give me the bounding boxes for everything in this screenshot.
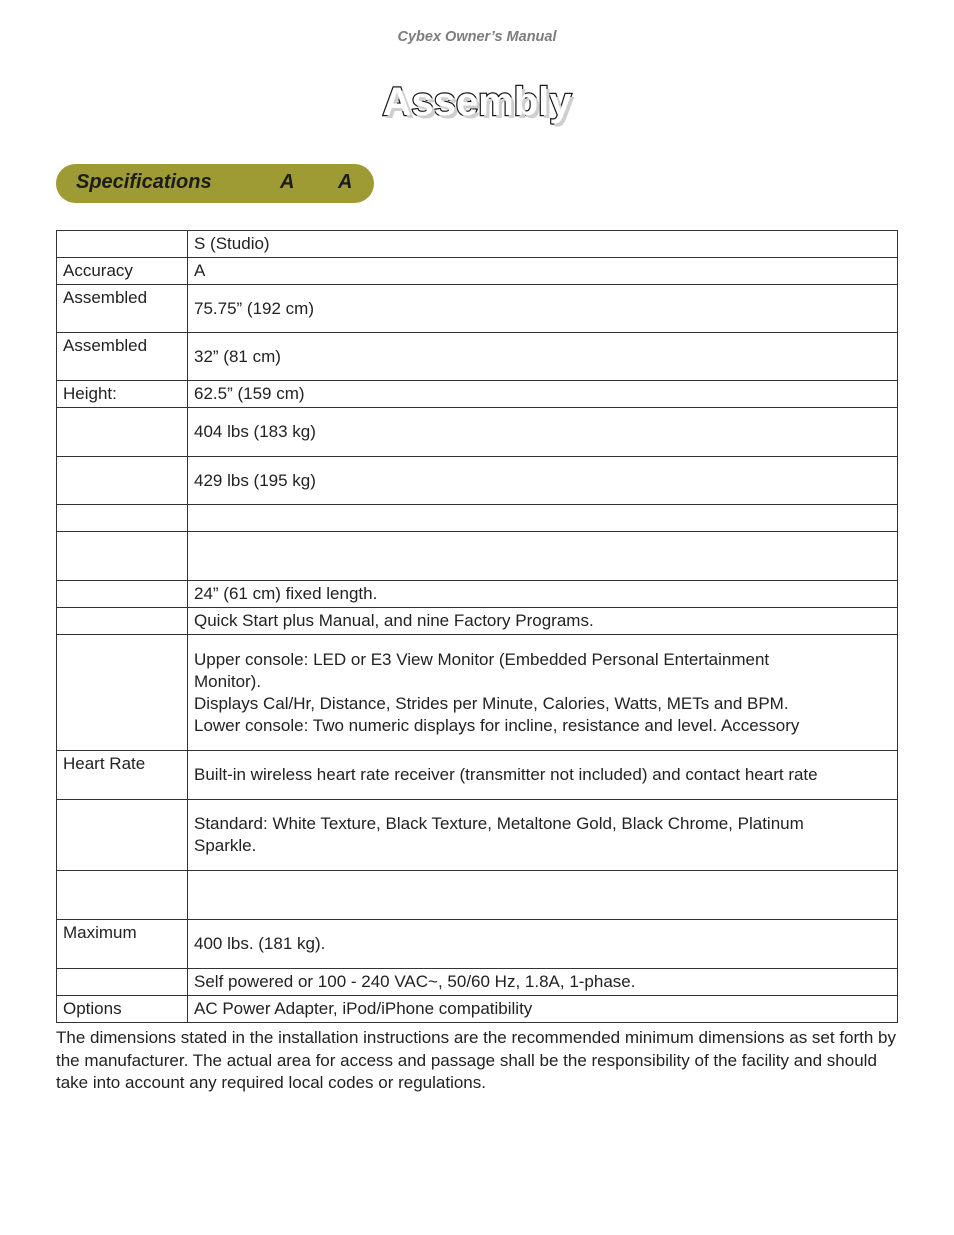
spec-value: S (Studio) — [188, 231, 898, 258]
table-row — [57, 381, 898, 408]
spec-label: Maximum — [57, 920, 188, 969]
table-row — [57, 532, 898, 581]
section-tab-title: Specifications — [76, 171, 212, 193]
spec-label — [57, 231, 188, 258]
table-row — [57, 608, 898, 635]
table-row — [57, 871, 898, 920]
spec-value-line: Displays Cal/Hr, Distance, Strides per Minute, Calories, Watts, METs and BPM. — [194, 693, 789, 713]
table-row — [57, 635, 898, 751]
table-row — [57, 408, 898, 457]
table-row — [57, 996, 898, 1023]
table-row — [57, 505, 898, 532]
spec-value-line: Upper console: LED or E3 View Monitor (Embedded Personal Entertainment — [194, 649, 770, 669]
spec-label — [57, 871, 188, 920]
spec-label: Heart Rate — [57, 751, 188, 800]
footnote-paragraph: The dimensions stated in the installation instructions are the recommended minimum dimensions as set forth by the manufacturer. The actual area for access and passage shall be the responsibility of the facility and should take into account any required local codes or regulations. — [56, 1028, 897, 1093]
table-row — [57, 751, 898, 800]
section-tab-specifications — [56, 164, 374, 203]
spec-value — [188, 505, 898, 532]
spec-value: 32” (81 cm) — [188, 333, 898, 381]
spec-value — [188, 532, 898, 581]
spec-label: Assembled — [57, 333, 188, 381]
spec-value: 400 lbs. (181 kg). — [188, 920, 898, 969]
spec-label — [57, 635, 188, 751]
spec-value — [188, 800, 898, 871]
spec-value: Quick Start plus Manual, and nine Factory Programs. — [188, 608, 898, 635]
spec-label — [57, 581, 188, 608]
section-tab-letter: A — [280, 171, 295, 193]
spec-value: A — [188, 258, 898, 285]
specifications-table — [56, 230, 898, 1023]
spec-value — [188, 871, 898, 920]
spec-label — [57, 457, 188, 505]
spec-value: 404 lbs (183 kg) — [188, 408, 898, 457]
spec-label: Accuracy — [57, 258, 188, 285]
spec-value-line: Sparkle. — [194, 836, 257, 855]
running-header: Cybex Owner’s Manual — [397, 29, 557, 45]
spec-value: Self powered or 100 - 240 VAC~, 50/60 Hz, 1.8A, 1-phase. — [188, 969, 898, 996]
spec-label — [57, 608, 188, 635]
spec-value: 75.75” (192 cm) — [188, 285, 898, 333]
table-row — [57, 333, 898, 381]
spec-label — [57, 408, 188, 457]
table-row — [57, 285, 898, 333]
spec-value-line: Monitor). — [194, 671, 262, 691]
spec-label: Assembled — [57, 285, 188, 333]
section-tab-letter: A — [338, 171, 353, 193]
spec-value: AC Power Adapter, iPod/iPhone compatibility — [188, 996, 898, 1023]
spec-value: 429 lbs (195 kg) — [188, 457, 898, 505]
spec-value: 24” (61 cm) fixed length. — [188, 581, 898, 608]
spec-label: Options — [57, 996, 188, 1023]
spec-label: Height: — [57, 381, 188, 408]
table-row — [57, 969, 898, 996]
table-row — [57, 581, 898, 608]
spec-value — [188, 635, 898, 751]
spec-label — [57, 800, 188, 871]
spec-value: Built-in wireless heart rate receiver (transmitter not included) and contact heart rate — [188, 751, 898, 800]
spec-label — [57, 532, 188, 581]
table-row — [57, 258, 898, 285]
spec-label — [57, 969, 188, 996]
table-row — [57, 457, 898, 505]
table-row — [57, 920, 898, 969]
spec-value: 62.5” (159 cm) — [188, 381, 898, 408]
table-row — [57, 231, 898, 258]
spec-value-line: Standard: White Texture, Black Texture, Metaltone Gold, Black Chrome, Platinum — [194, 814, 804, 833]
table-row — [57, 800, 898, 871]
spec-label — [57, 505, 188, 532]
spec-value-line: Lower console: Two numeric displays for incline, resistance and level. Accessory — [194, 715, 800, 735]
page-title: Assembly — [382, 80, 572, 124]
